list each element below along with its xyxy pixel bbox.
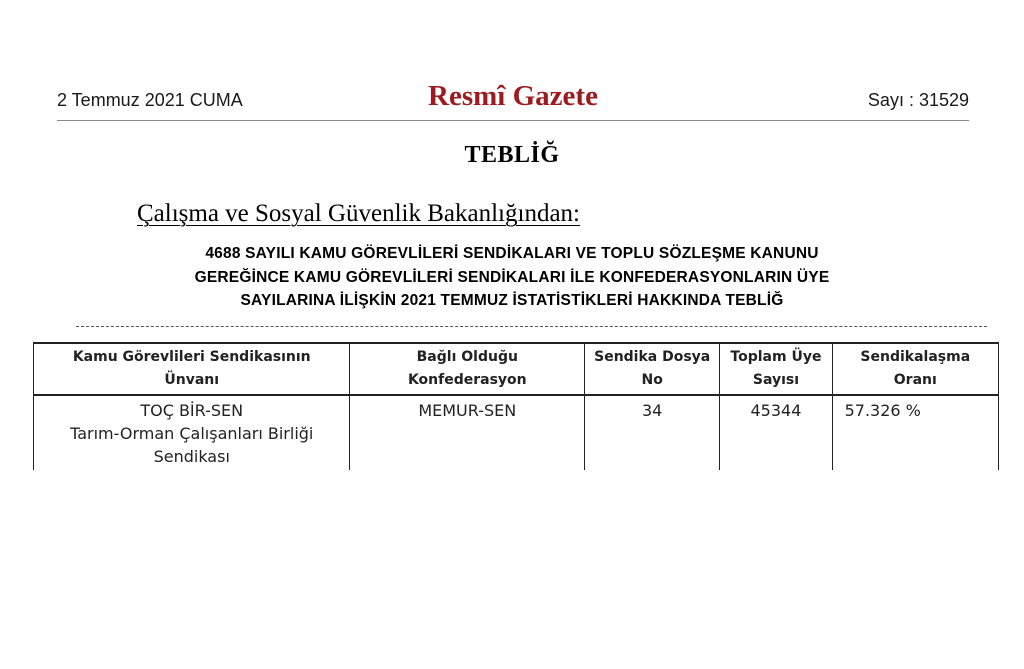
table-row (34, 395, 999, 470)
cell-file-no: 34 (585, 395, 720, 470)
issue-number: Sayı : 31529 (867, 90, 969, 110)
column-header-confederation: Bağlı Olduğu Konfederasyon (350, 343, 585, 395)
cell-members: 45344 (720, 395, 832, 470)
header-divider (57, 120, 969, 121)
heading-line: GEREĞİNCE KAMU GÖREVLİLERİ SENDİKALARI İLE KONFEDERASYONLARIN ÜYE (194, 268, 830, 286)
heading-line: SAYILARINA İLİŞKİN 2021 TEMMUZ İSTATİSTİKLERİ HAKKINDA TEBLİĞ (240, 292, 784, 309)
cell-union-name: TOÇ BİR-SEN Tarım-Orman Çalışanları Birliği Sendikası (34, 395, 350, 470)
union-statistics-table (33, 342, 999, 470)
document-heading (60, 242, 964, 313)
heading-divider (76, 326, 987, 327)
table-header-row (34, 343, 999, 395)
column-header-unionization-rate: Sendikalaşma Oranı (832, 343, 998, 395)
issue-date: 2 Temmuz 2021 CUMA (57, 90, 243, 110)
column-header-union-name: Kamu Görevlileri Sendikasının Ünvanı (34, 343, 350, 395)
column-header-total-members: Toplam Üye Sayısı (720, 343, 832, 395)
gazette-header (57, 80, 969, 120)
ministry-name: Çalışma ve Sosyal Güvenlik Bakanlığından: (137, 200, 580, 227)
column-header-file-no: Sendika Dosya No (585, 343, 720, 395)
gazette-title: Resmî Gazete (428, 80, 598, 112)
cell-rate: 57.326 % (832, 395, 998, 470)
cell-confederation: MEMUR-SEN (350, 395, 585, 470)
section-title: TEBLİĞ (464, 142, 560, 168)
heading-line: 4688 SAYILI KAMU GÖREVLİLERİ SENDİKALARI VE TOPLU SÖZLEŞME KANUNU (205, 245, 819, 262)
page-cutoff (0, 471, 1024, 669)
